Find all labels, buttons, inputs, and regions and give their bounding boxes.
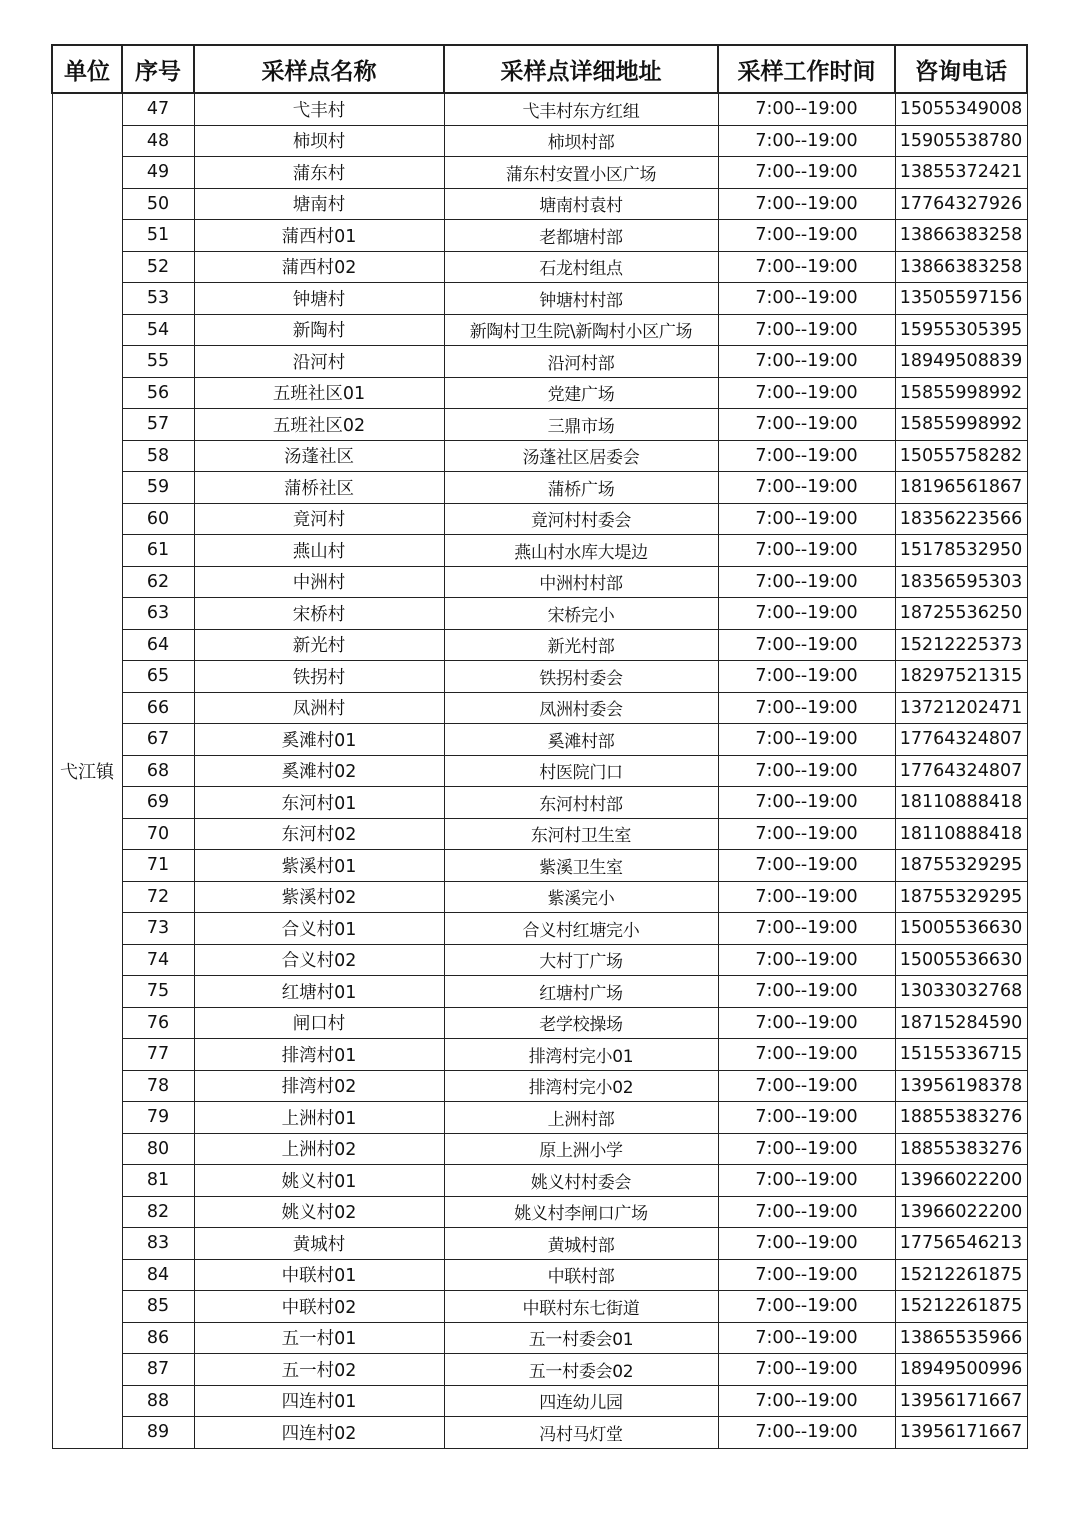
table-row: [52, 787, 1027, 819]
table-row: [52, 283, 1027, 315]
site-name-cell: 汤蓬社区: [194, 440, 444, 472]
table-row: [52, 1196, 1027, 1228]
table-row: [52, 661, 1027, 693]
number-cell: 81: [122, 1165, 194, 1197]
phone-cell: 18949508839: [895, 346, 1027, 378]
phone-cell: 18755329295: [895, 881, 1027, 913]
number-cell: 55: [122, 346, 194, 378]
phone-cell: 13966022200: [895, 1196, 1027, 1228]
work-time-cell: 7:00--19:00: [718, 503, 895, 535]
address-cell: 新光村部: [444, 629, 718, 661]
number-cell: 59: [122, 472, 194, 504]
site-name-cell: 中联村02: [194, 1291, 444, 1323]
work-time-cell: 7:00--19:00: [718, 1385, 895, 1417]
number-cell: 87: [122, 1354, 194, 1386]
table-row: [52, 220, 1027, 252]
work-time-cell: 7:00--19:00: [718, 188, 895, 220]
address-cell: 石龙村组点: [444, 251, 718, 283]
site-name-cell: 东河村01: [194, 787, 444, 819]
address-cell: 汤蓬社区居委会: [444, 440, 718, 472]
work-time-cell: 7:00--19:00: [718, 1354, 895, 1386]
site-name-cell: 五班社区01: [194, 377, 444, 409]
work-time-cell: 7:00--19:00: [718, 283, 895, 315]
phone-cell: 15005536630: [895, 913, 1027, 945]
work-time-cell: 7:00--19:00: [718, 409, 895, 441]
table-row: [52, 157, 1027, 189]
phone-cell: 15212225373: [895, 629, 1027, 661]
phone-cell: 13966022200: [895, 1165, 1027, 1197]
site-name-cell: 四连村02: [194, 1417, 444, 1449]
phone-cell: 18356595303: [895, 566, 1027, 598]
table-row: [52, 629, 1027, 661]
table-row: [52, 503, 1027, 535]
site-name-cell: 凤洲村: [194, 692, 444, 724]
site-name-cell: 上洲村01: [194, 1102, 444, 1134]
work-time-cell: 7:00--19:00: [718, 881, 895, 913]
number-cell: 85: [122, 1291, 194, 1323]
address-cell: 黄城村部: [444, 1228, 718, 1260]
work-time-cell: 7:00--19:00: [718, 1007, 895, 1039]
work-time-cell: 7:00--19:00: [718, 1070, 895, 1102]
address-cell: 蒲东村安置小区广场: [444, 157, 718, 189]
phone-cell: 15212261875: [895, 1291, 1027, 1323]
address-cell: 紫溪卫生室: [444, 850, 718, 882]
number-cell: 62: [122, 566, 194, 598]
table-row: [52, 1165, 1027, 1197]
site-name-cell: 沿河村: [194, 346, 444, 378]
phone-cell: 15178532950: [895, 535, 1027, 567]
table-row: [52, 1385, 1027, 1417]
phone-cell: 13866383258: [895, 251, 1027, 283]
phone-cell: 15212261875: [895, 1259, 1027, 1291]
number-cell: 66: [122, 692, 194, 724]
work-time-cell: 7:00--19:00: [718, 1291, 895, 1323]
phone-cell: 18297521315: [895, 661, 1027, 693]
table-row: [52, 1102, 1027, 1134]
address-cell: 沿河村部: [444, 346, 718, 378]
table-row: [52, 251, 1027, 283]
phone-cell: 15155336715: [895, 1039, 1027, 1071]
work-time-cell: 7:00--19:00: [718, 818, 895, 850]
table-row: [52, 409, 1027, 441]
work-time-cell: 7:00--19:00: [718, 1133, 895, 1165]
site-name-cell: 钟塘村: [194, 283, 444, 315]
work-time-cell: 7:00--19:00: [718, 1196, 895, 1228]
address-cell: 柿坝村部: [444, 125, 718, 157]
number-cell: 73: [122, 913, 194, 945]
table-row: [52, 850, 1027, 882]
number-cell: 56: [122, 377, 194, 409]
number-cell: 64: [122, 629, 194, 661]
site-name-cell: 排湾村01: [194, 1039, 444, 1071]
address-cell: 姚义村李闸口广场: [444, 1196, 718, 1228]
address-cell: 五一村委会02: [444, 1354, 718, 1386]
table-row: [52, 1070, 1027, 1102]
phone-cell: 13865535966: [895, 1322, 1027, 1354]
address-cell: 宋桥完小: [444, 598, 718, 630]
site-name-cell: 五班社区02: [194, 409, 444, 441]
address-cell: 党建广场: [444, 377, 718, 409]
site-name-cell: 中洲村: [194, 566, 444, 598]
phone-cell: 18110888418: [895, 787, 1027, 819]
table-row: [52, 440, 1027, 472]
work-time-cell: 7:00--19:00: [718, 661, 895, 693]
address-cell: 燕山村水库大堤边: [444, 535, 718, 567]
address-cell: 中联村部: [444, 1259, 718, 1291]
phone-cell: 17756546213: [895, 1228, 1027, 1260]
number-cell: 78: [122, 1070, 194, 1102]
address-cell: 红塘村广场: [444, 976, 718, 1008]
site-name-cell: 闸口村: [194, 1007, 444, 1039]
number-cell: 47: [122, 93, 194, 125]
site-name-cell: 蒲西村02: [194, 251, 444, 283]
number-cell: 82: [122, 1196, 194, 1228]
number-cell: 53: [122, 283, 194, 315]
number-cell: 61: [122, 535, 194, 567]
number-cell: 86: [122, 1322, 194, 1354]
table-row: [52, 1322, 1027, 1354]
site-name-cell: 燕山村: [194, 535, 444, 567]
phone-cell: 15905538780: [895, 125, 1027, 157]
work-time-cell: 7:00--19:00: [718, 1322, 895, 1354]
address-cell: 合义村红塘完小: [444, 913, 718, 945]
address-cell: 弋丰村东方红组: [444, 93, 718, 125]
work-time-cell: 7:00--19:00: [718, 913, 895, 945]
work-time-cell: 7:00--19:00: [718, 755, 895, 787]
unit-cell: 弋江镇: [52, 93, 122, 1448]
work-time-cell: 7:00--19:00: [718, 220, 895, 252]
table-row: [52, 377, 1027, 409]
phone-cell: 17764324807: [895, 724, 1027, 756]
address-cell: 四连幼儿园: [444, 1385, 718, 1417]
site-name-cell: 上洲村02: [194, 1133, 444, 1165]
work-time-cell: 7:00--19:00: [718, 440, 895, 472]
address-cell: 老都塘村部: [444, 220, 718, 252]
site-name-cell: 紫溪村02: [194, 881, 444, 913]
sampling-sites-table: [51, 44, 1028, 1449]
phone-cell: 13956198378: [895, 1070, 1027, 1102]
phone-cell: 15855998992: [895, 377, 1027, 409]
address-cell: 排湾村完小02: [444, 1070, 718, 1102]
number-cell: 67: [122, 724, 194, 756]
work-time-cell: 7:00--19:00: [718, 1417, 895, 1449]
phone-cell: 18196561867: [895, 472, 1027, 504]
work-time-cell: 7:00--19:00: [718, 157, 895, 189]
phone-cell: 13721202471: [895, 692, 1027, 724]
phone-cell: 15955305395: [895, 314, 1027, 346]
site-name-cell: 四连村01: [194, 1385, 444, 1417]
number-cell: 88: [122, 1385, 194, 1417]
address-cell: 大村丁广场: [444, 944, 718, 976]
work-time-cell: 7:00--19:00: [718, 251, 895, 283]
header-address: 采样点详细地址: [444, 45, 718, 93]
number-cell: 76: [122, 1007, 194, 1039]
number-cell: 50: [122, 188, 194, 220]
address-cell: 新陶村卫生院\新陶村小区广场: [444, 314, 718, 346]
site-name-cell: 铁拐村: [194, 661, 444, 693]
address-cell: 中洲村村部: [444, 566, 718, 598]
table-row: [52, 913, 1027, 945]
number-cell: 72: [122, 881, 194, 913]
table-row: [52, 346, 1027, 378]
site-name-cell: 合义村01: [194, 913, 444, 945]
address-cell: 东河村村部: [444, 787, 718, 819]
site-name-cell: 姚义村02: [194, 1196, 444, 1228]
address-cell: 东河村卫生室: [444, 818, 718, 850]
work-time-cell: 7:00--19:00: [718, 1228, 895, 1260]
number-cell: 79: [122, 1102, 194, 1134]
site-name-cell: 塘南村: [194, 188, 444, 220]
work-time-cell: 7:00--19:00: [718, 535, 895, 567]
phone-cell: 15855998992: [895, 409, 1027, 441]
phone-cell: 18755329295: [895, 850, 1027, 882]
table-row: [52, 1228, 1027, 1260]
header-work-time: 采样工作时间: [718, 45, 895, 93]
header-row: [52, 45, 1027, 93]
header-site-name: 采样点名称: [194, 45, 444, 93]
site-name-cell: 五一村02: [194, 1354, 444, 1386]
address-cell: 冯村马灯堂: [444, 1417, 718, 1449]
work-time-cell: 7:00--19:00: [718, 1165, 895, 1197]
site-name-cell: 黄城村: [194, 1228, 444, 1260]
address-cell: 奚滩村部: [444, 724, 718, 756]
number-cell: 60: [122, 503, 194, 535]
number-cell: 49: [122, 157, 194, 189]
table-row: [52, 944, 1027, 976]
work-time-cell: 7:00--19:00: [718, 346, 895, 378]
address-cell: 上洲村部: [444, 1102, 718, 1134]
work-time-cell: 7:00--19:00: [718, 629, 895, 661]
address-cell: 铁拐村委会: [444, 661, 718, 693]
number-cell: 48: [122, 125, 194, 157]
address-cell: 中联村东七街道: [444, 1291, 718, 1323]
table-row: [52, 881, 1027, 913]
site-name-cell: 蒲东村: [194, 157, 444, 189]
table-row: [52, 1007, 1027, 1039]
work-time-cell: 7:00--19:00: [718, 787, 895, 819]
work-time-cell: 7:00--19:00: [718, 566, 895, 598]
number-cell: 70: [122, 818, 194, 850]
address-cell: 竟河村村委会: [444, 503, 718, 535]
table-row: [52, 598, 1027, 630]
phone-cell: 18855383276: [895, 1102, 1027, 1134]
site-name-cell: 紫溪村01: [194, 850, 444, 882]
table-row: [52, 93, 1027, 125]
work-time-cell: 7:00--19:00: [718, 598, 895, 630]
number-cell: 75: [122, 976, 194, 1008]
work-time-cell: 7:00--19:00: [718, 93, 895, 125]
site-name-cell: 新光村: [194, 629, 444, 661]
phone-cell: 17764327926: [895, 188, 1027, 220]
address-cell: 蒲桥广场: [444, 472, 718, 504]
phone-cell: 13956171667: [895, 1385, 1027, 1417]
address-cell: 老学校操场: [444, 1007, 718, 1039]
site-name-cell: 中联村01: [194, 1259, 444, 1291]
work-time-cell: 7:00--19:00: [718, 850, 895, 882]
address-cell: 村医院门口: [444, 755, 718, 787]
number-cell: 71: [122, 850, 194, 882]
site-name-cell: 合义村02: [194, 944, 444, 976]
site-name-cell: 红塘村01: [194, 976, 444, 1008]
table-row: [52, 976, 1027, 1008]
number-cell: 69: [122, 787, 194, 819]
site-name-cell: 宋桥村: [194, 598, 444, 630]
work-time-cell: 7:00--19:00: [718, 724, 895, 756]
work-time-cell: 7:00--19:00: [718, 377, 895, 409]
phone-cell: 13855372421: [895, 157, 1027, 189]
work-time-cell: 7:00--19:00: [718, 472, 895, 504]
phone-cell: 18725536250: [895, 598, 1027, 630]
phone-cell: 18110888418: [895, 818, 1027, 850]
table-row: [52, 724, 1027, 756]
header-unit: 单位: [52, 45, 122, 93]
work-time-cell: 7:00--19:00: [718, 125, 895, 157]
phone-cell: 18949500996: [895, 1354, 1027, 1386]
number-cell: 63: [122, 598, 194, 630]
phone-cell: 15005536630: [895, 944, 1027, 976]
table-row: [52, 818, 1027, 850]
phone-cell: 18855383276: [895, 1133, 1027, 1165]
site-name-cell: 奚滩村01: [194, 724, 444, 756]
site-name-cell: 五一村01: [194, 1322, 444, 1354]
work-time-cell: 7:00--19:00: [718, 1039, 895, 1071]
number-cell: 74: [122, 944, 194, 976]
phone-cell: 18356223566: [895, 503, 1027, 535]
address-cell: 姚义村村委会: [444, 1165, 718, 1197]
work-time-cell: 7:00--19:00: [718, 314, 895, 346]
site-name-cell: 弋丰村: [194, 93, 444, 125]
work-time-cell: 7:00--19:00: [718, 1102, 895, 1134]
site-name-cell: 东河村02: [194, 818, 444, 850]
address-cell: 五一村委会01: [444, 1322, 718, 1354]
address-cell: 三鼎市场: [444, 409, 718, 441]
site-name-cell: 竟河村: [194, 503, 444, 535]
phone-cell: 18715284590: [895, 1007, 1027, 1039]
address-cell: 原上洲小学: [444, 1133, 718, 1165]
phone-cell: 15055349008: [895, 93, 1027, 125]
phone-cell: 13866383258: [895, 220, 1027, 252]
work-time-cell: 7:00--19:00: [718, 976, 895, 1008]
number-cell: 84: [122, 1259, 194, 1291]
table-row: [52, 566, 1027, 598]
address-cell: 凤洲村委会: [444, 692, 718, 724]
number-cell: 77: [122, 1039, 194, 1071]
phone-cell: 13505597156: [895, 283, 1027, 315]
phone-cell: 17764324807: [895, 755, 1027, 787]
address-cell: 紫溪完小: [444, 881, 718, 913]
address-cell: 排湾村完小01: [444, 1039, 718, 1071]
address-cell: 塘南村袁村: [444, 188, 718, 220]
table-row: [52, 188, 1027, 220]
table-row: [52, 314, 1027, 346]
site-name-cell: 排湾村02: [194, 1070, 444, 1102]
number-cell: 58: [122, 440, 194, 472]
number-cell: 52: [122, 251, 194, 283]
table-row: [52, 1259, 1027, 1291]
table-row: [52, 1133, 1027, 1165]
number-cell: 65: [122, 661, 194, 693]
table-row: [52, 125, 1027, 157]
work-time-cell: 7:00--19:00: [718, 944, 895, 976]
header-number: 序号: [122, 45, 194, 93]
number-cell: 68: [122, 755, 194, 787]
number-cell: 89: [122, 1417, 194, 1449]
number-cell: 83: [122, 1228, 194, 1260]
address-cell: 钟塘村村部: [444, 283, 718, 315]
number-cell: 80: [122, 1133, 194, 1165]
number-cell: 54: [122, 314, 194, 346]
work-time-cell: 7:00--19:00: [718, 692, 895, 724]
work-time-cell: 7:00--19:00: [718, 1259, 895, 1291]
site-name-cell: 柿坝村: [194, 125, 444, 157]
table-row: [52, 535, 1027, 567]
table-row: [52, 1291, 1027, 1323]
table-row: [52, 1354, 1027, 1386]
phone-cell: 15055758282: [895, 440, 1027, 472]
phone-cell: 13956171667: [895, 1417, 1027, 1449]
site-name-cell: 蒲桥社区: [194, 472, 444, 504]
table-row: [52, 755, 1027, 787]
header-phone: 咨询电话: [895, 45, 1027, 93]
table-row: [52, 1039, 1027, 1071]
table-row: [52, 1417, 1027, 1449]
site-name-cell: 新陶村: [194, 314, 444, 346]
site-name-cell: 姚义村01: [194, 1165, 444, 1197]
phone-cell: 13033032768: [895, 976, 1027, 1008]
table-row: [52, 472, 1027, 504]
number-cell: 51: [122, 220, 194, 252]
site-name-cell: 奚滩村02: [194, 755, 444, 787]
table-row: [52, 692, 1027, 724]
site-name-cell: 蒲西村01: [194, 220, 444, 252]
number-cell: 57: [122, 409, 194, 441]
